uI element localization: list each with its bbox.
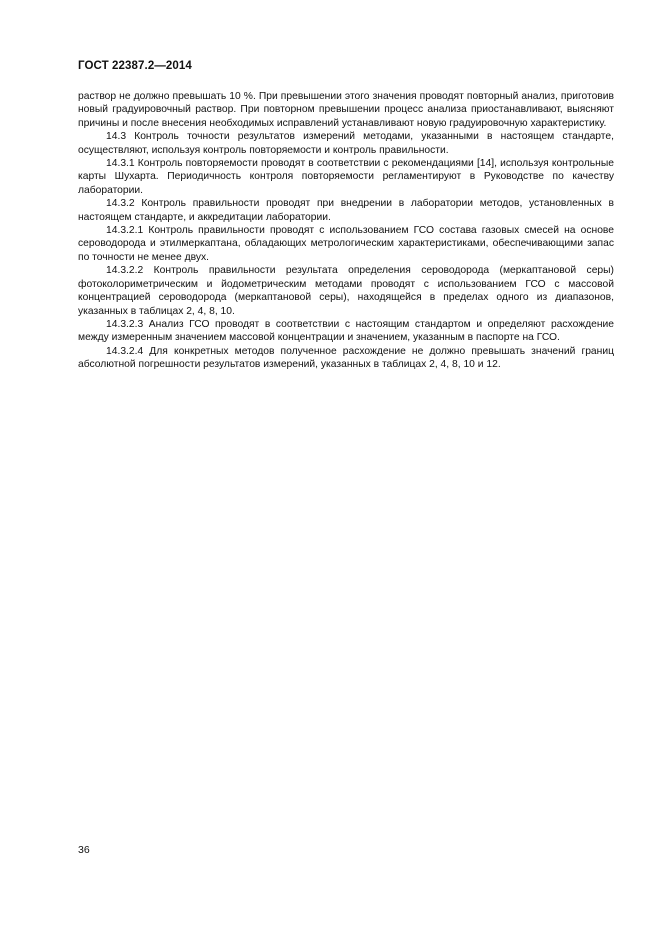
paragraph-14-3: 14.3 Контроль точности результатов измерений методами, указанными в настоящем стандарте, осуществляют, используя контроль повторяемости и контроль правильности.: [78, 131, 614, 156]
paragraph-14-3-2-1: 14.3.2.1 Контроль правильности проводят с использованием ГСО состава газовых смесей на основе сероводорода и этилмеркаптана, обладающих метрологическим характеристиками, обеспечивающими запас по точности не менее двух.: [78, 225, 614, 263]
document-body: [78, 90, 614, 372]
paragraph-14-3-2: 14.3.2 Контроль правильности проводят при внедрении в лаборатории методов, установленных в настоящем стандарте, и аккредитации лаборатории.: [78, 198, 614, 223]
paragraph-continuation: раствор не должно превышать 10 %. При превышении этого значения проводят повторный анализ, приготовив новый градуировочный раствор. При повторном превышении процесс анализа приостанавливают, выясняют причины и после внесения необходимых исправлений устанавливают новую градуировочную характеристику.: [78, 91, 614, 129]
paragraph-14-3-2-3: 14.3.2.3 Анализ ГСО проводят в соответствии с настоящим стандартом и определяют расхождение между измеренным значением массовой концентрации и значением, указанным в паспорте на ГСО.: [78, 318, 614, 344]
document-header: ГОСТ 22387.2—2014: [78, 60, 192, 72]
paragraph-14-3-1: 14.3.1 Контроль повторяемости проводят в соответствии с рекомендациями [14], используя контрольные карты Шухарта. Периодичность контроля повторяемости регламентируют в Руководстве по качеству лаборатории.: [78, 158, 614, 196]
page-number: 36: [78, 844, 90, 856]
paragraph-14-3-2-2: 14.3.2.2 Контроль правильности результата определения сероводорода (меркаптановой серы) фотоколориметрическим и йодометрическим методами проводят с использованием ГСО с массовой концентрацией сероводорода (меркаптановой серы), находящейся в пределах одного из диапазонов, указанных в таблицах 2, 4, 8, 10.: [78, 265, 614, 317]
paragraph-14-3-2-4: 14.3.2.4 Для конкретных методов полученное расхождение не должно превышать значений границ абсолютной погрешности результатов измерений, указанных в таблицах 2, 4, 8, 10 и 12.: [78, 345, 614, 371]
